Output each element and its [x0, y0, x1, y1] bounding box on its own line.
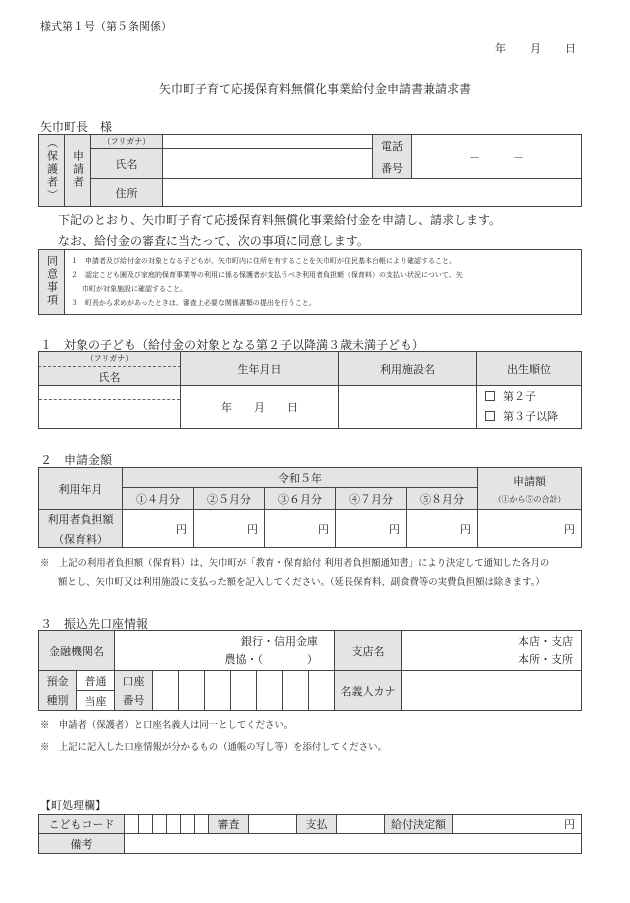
consent-items — [65, 250, 582, 315]
third-child-label: 第３子以降 — [503, 410, 558, 423]
bank-note-2: ※ 上記に記入した口座情報が分かるもの（通帳の写し等）を添付してください。 — [40, 742, 387, 753]
month-5-amount[interactable]: 円 — [407, 510, 478, 548]
month-3-header: ③６月分 — [265, 488, 336, 510]
third-child-option[interactable] — [485, 407, 581, 427]
name-label: 氏名 — [91, 149, 163, 179]
birth-order-header: 出生順位 — [477, 352, 582, 386]
child-code-digit-6[interactable] — [195, 815, 209, 834]
month-2-amount[interactable]: 円 — [194, 510, 265, 548]
section3-heading: ３ 振込先口座情報 — [40, 617, 149, 631]
account-digit-2[interactable] — [179, 671, 205, 711]
office-table — [38, 814, 582, 854]
intro-line-2: なお、給付金の審査に当たって、次の事項に同意します。 — [58, 234, 369, 248]
request-amount-label: 申請額 — [513, 474, 546, 488]
furigana-field[interactable] — [163, 135, 373, 149]
third-child-checkbox[interactable] — [485, 411, 495, 421]
bank-table — [38, 630, 582, 711]
name-field[interactable] — [163, 149, 373, 179]
second-child-option[interactable] — [485, 387, 581, 407]
month-5-header: ⑤８月分 — [407, 488, 478, 510]
addressee: 矢巾町長 様 — [40, 120, 113, 134]
payment-label: 支払 — [297, 815, 337, 834]
furigana-label: （フリガナ） — [91, 135, 163, 149]
applicant-label-cell — [65, 135, 91, 207]
amount-note-1: ※ 上記の利用者負担額（保育料）は、矢巾町が「教育・保育給付 利用者負担額通知書」により決定して通知した各月の — [40, 558, 550, 569]
second-child-checkbox[interactable] — [485, 391, 495, 401]
bank-note-1: ※ 申請者（保護者）と口座名義人は同一としてください。 — [40, 720, 294, 731]
guardian-label-cell — [39, 135, 65, 207]
page-title: 矢巾町子育て応援保育料無償化事業給付金申請書兼請求書 — [158, 82, 471, 96]
current-option[interactable]: 当座 — [77, 691, 115, 711]
total-amount[interactable]: 円 — [478, 510, 582, 548]
child-name-header — [39, 352, 181, 386]
intro-line-1: 下記のとおり、矢巾町子育て応援保育料無償化事業給付金を申請し、請求します。 — [58, 213, 502, 227]
account-digit-4[interactable] — [231, 671, 257, 711]
month-4-header: ④７月分 — [336, 488, 407, 510]
amount-table — [38, 467, 582, 548]
applicant-label: 申請者 — [71, 149, 85, 189]
facility-header: 利用施設名 — [339, 352, 477, 386]
date-day-label: 日 — [565, 42, 576, 55]
burden-label — [39, 510, 123, 548]
request-amount-note: （①から⑤の合計） — [493, 494, 566, 504]
second-child-label: 第２子 — [503, 390, 536, 403]
address-field[interactable] — [163, 179, 582, 207]
phone-field[interactable]: － － — [412, 135, 582, 179]
payment-field[interactable] — [337, 815, 385, 834]
phone-label-cell — [373, 135, 412, 179]
bank-type-2: 農協・（ ） — [224, 652, 318, 666]
branch-name-label: 支店名 — [335, 631, 402, 671]
month-1-amount[interactable]: 円 — [123, 510, 194, 548]
remarks-field[interactable] — [125, 834, 582, 854]
bank-name-label: 金融機関名 — [39, 631, 115, 671]
review-field[interactable] — [249, 815, 297, 834]
branch-type-1: 本店・支店 — [518, 634, 573, 648]
child-code-digit-2[interactable] — [139, 815, 153, 834]
remarks-label: 備考 — [39, 834, 125, 854]
decision-amount-field[interactable]: 円 — [453, 815, 582, 834]
consent-item-2b: 巾町が対象施設に確認すること。 — [82, 285, 187, 293]
holder-kana-label: 名義人カナ — [335, 671, 402, 711]
holder-kana-field[interactable] — [402, 671, 582, 711]
child-name-field[interactable] — [39, 386, 181, 429]
branch-type-2: 本所・支所 — [518, 652, 573, 666]
account-digit-1[interactable] — [153, 671, 179, 711]
birthdate-field[interactable]: 年 月 日 — [181, 386, 339, 429]
account-digit-7[interactable] — [309, 671, 335, 711]
facility-field[interactable] — [339, 386, 477, 429]
month-2-header: ②５月分 — [194, 488, 265, 510]
date-month-label: 月 — [530, 42, 541, 55]
number-label: 番号 — [115, 691, 153, 711]
consent-item-2a: ２ 認定こども園及び家庭的保育事業等の利用に係る保護者が支払うべき利用者負担額（保育料）の支払い状況について、矢 — [71, 271, 463, 279]
child-code-digit-3[interactable] — [153, 815, 167, 834]
month-1-header: ①４月分 — [123, 488, 194, 510]
child-code-digit-4[interactable] — [167, 815, 181, 834]
date-year-label: 年 — [495, 42, 506, 55]
consent-table — [38, 249, 582, 315]
month-4-amount[interactable]: 円 — [336, 510, 407, 548]
branch-name-field[interactable] — [402, 631, 582, 671]
child-table — [38, 351, 582, 429]
era-header: 令和５年 — [123, 468, 478, 488]
amount-note-2: 額とし、矢巾町又は利用施設に支払った額を記入してください。（延長保育料、副食費等の実費負担額は除きます。） — [58, 577, 545, 588]
account-digit-3[interactable] — [205, 671, 231, 711]
applicant-table — [38, 134, 582, 207]
section2-heading: ２ 申請金額 — [40, 453, 113, 467]
section1-heading: １ 対象の子ども（給付金の対象となる第２子以降満３歳未満子ども） — [40, 338, 425, 352]
consent-label: 同意事項 — [45, 254, 59, 307]
account-digit-6[interactable] — [283, 671, 309, 711]
ordinary-option[interactable]: 普通 — [77, 671, 115, 691]
bank-type-1: 銀行・信用金庫 — [241, 634, 318, 648]
month-3-amount[interactable]: 円 — [265, 510, 336, 548]
child-code-digit-1[interactable] — [125, 815, 139, 834]
burden-label-1: 利用者負担額 — [47, 512, 114, 526]
form-number: 様式第１号（第５条関係） — [40, 20, 172, 33]
birthdate-header: 生年月日 — [181, 352, 339, 386]
phone-label-2: 番号 — [381, 161, 403, 175]
review-label: 審査 — [209, 815, 249, 834]
account-label: 口座 — [115, 671, 153, 691]
guardian-label: （保護者） — [45, 136, 59, 202]
child-code-label: こどもコード — [39, 815, 125, 834]
consent-item-3: ３ 町長から求めがあったときは、審査上必要な関係書類の提出を行うこと。 — [71, 299, 316, 307]
phone-label-1: 電話 — [381, 139, 403, 153]
child-code-digit-5[interactable] — [181, 815, 195, 834]
usage-month-header: 利用年月 — [39, 468, 123, 510]
address-label: 住所 — [91, 179, 163, 207]
office-heading: 【町処理欄】 — [40, 799, 106, 812]
type-label: 種別 — [39, 691, 77, 711]
burden-label-2: （保育料） — [53, 532, 108, 546]
child-furigana-label: （フリガナ） — [39, 353, 181, 367]
request-amount-header — [478, 468, 582, 510]
bank-name-field[interactable] — [115, 631, 335, 671]
account-digit-5[interactable] — [257, 671, 283, 711]
deposit-label: 預金 — [39, 671, 77, 691]
decision-amount-label: 給付決定額 — [385, 815, 453, 834]
child-name-label: 氏名 — [98, 370, 121, 384]
consent-label-cell — [39, 250, 65, 315]
consent-item-1: １ 申請者及び給付金の対象となる子どもが、矢巾町内に住所を有することを矢巾町が住民基本台帳により確認すること。 — [71, 257, 456, 265]
birth-order-field — [477, 386, 582, 429]
